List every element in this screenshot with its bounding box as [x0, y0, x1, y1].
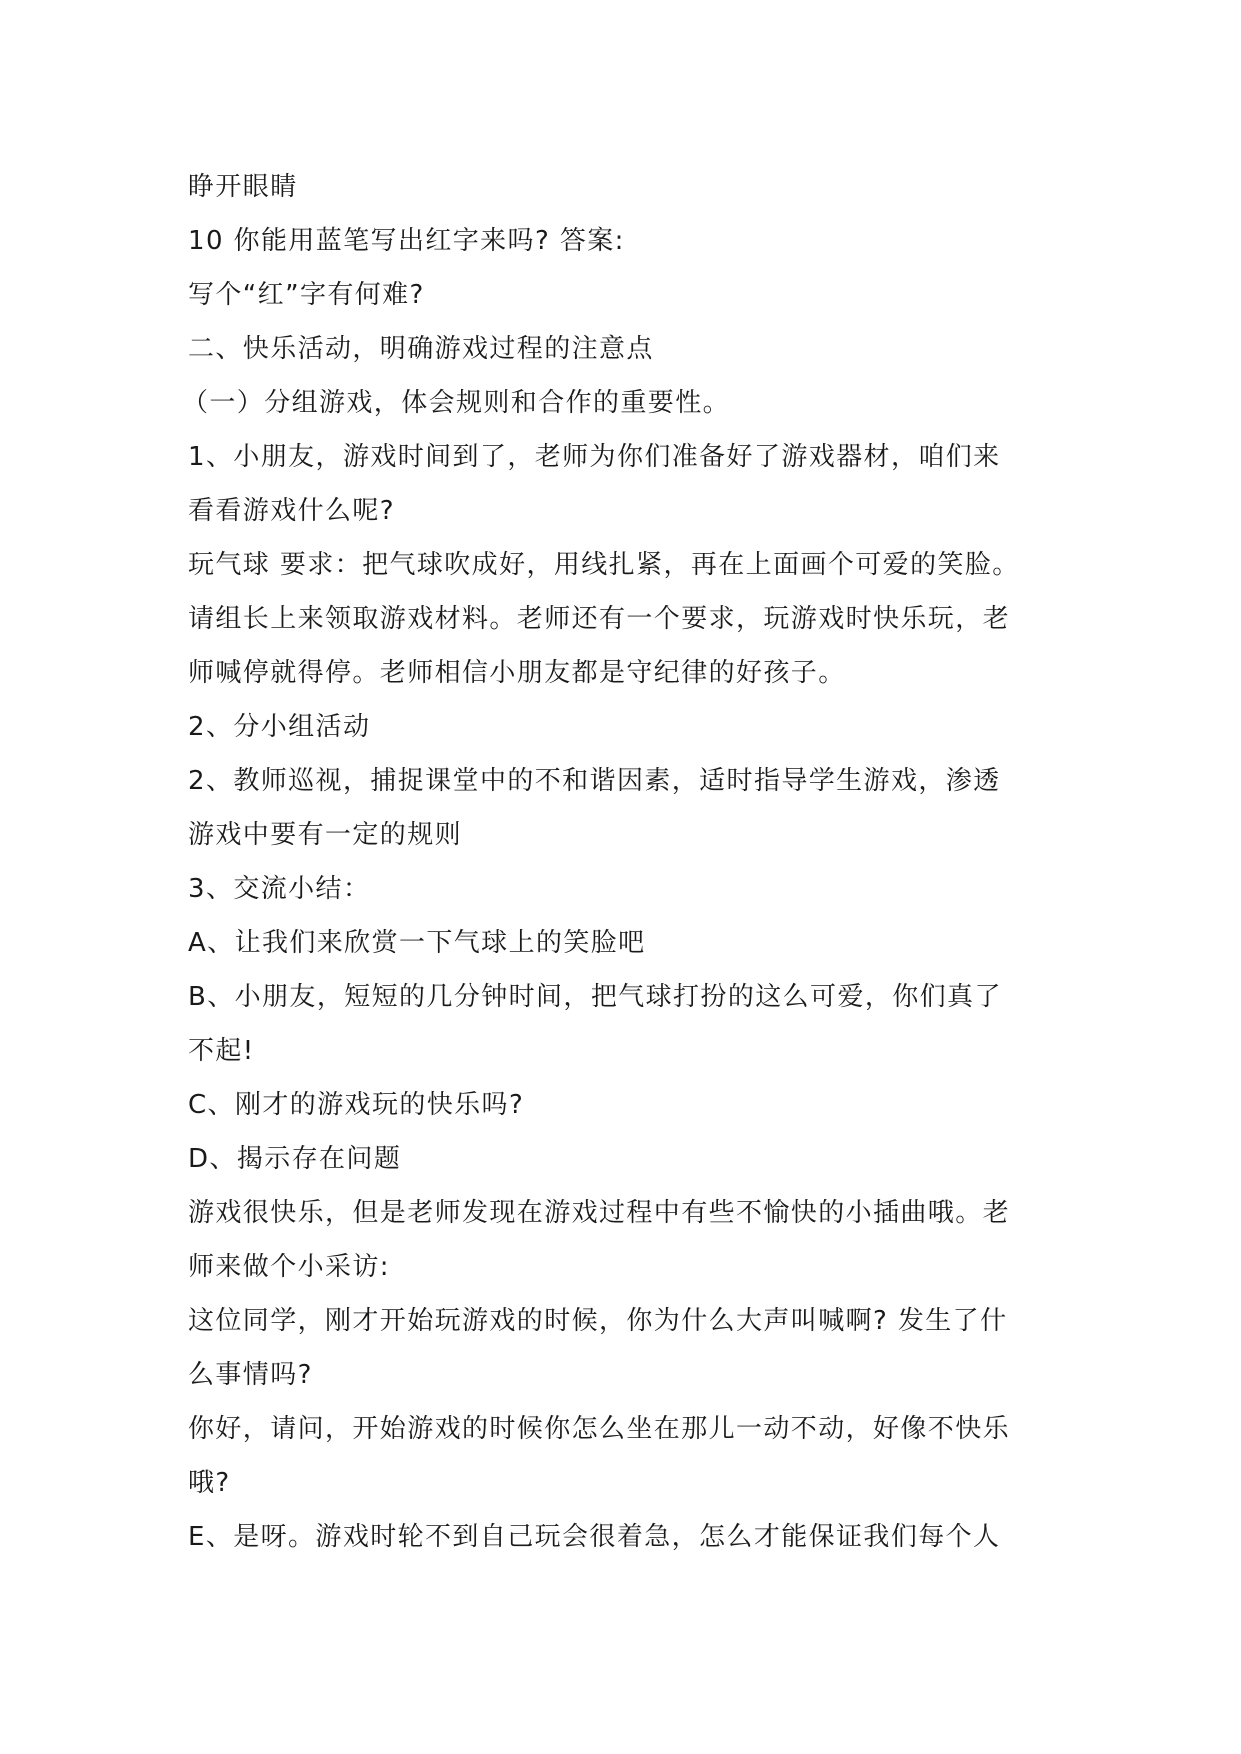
- text-line: B、小朋友，短短的几分钟时间，把气球打扮的这么可爱，你们真了: [188, 982, 1002, 1012]
- text-line: 你好，请问，开始游戏的时候你怎么坐在那儿一动不动，好像不快乐: [188, 1414, 1011, 1444]
- text-line: 写个“红”字有何难?: [188, 280, 425, 310]
- text-line: 游戏中要有一定的规则: [188, 820, 463, 850]
- text-line: 师来做个小采访:: [188, 1252, 390, 1282]
- text-line: 2、教师巡视，捕捉课堂中的不和谐因素，适时指导学生游戏，渗透: [188, 766, 1001, 796]
- section-heading: 二、快乐活动，明确游戏过程的注意点: [188, 334, 654, 364]
- subsection-heading: （一）分组游戏，体会规则和合作的重要性。: [182, 388, 731, 418]
- text-line: 2、分小组活动: [188, 712, 371, 742]
- text-line: 么事情吗?: [188, 1360, 313, 1390]
- text-line: A、让我们来欣赏一下气球上的笑脸吧: [188, 928, 646, 958]
- document-body: [182, 160, 1068, 1564]
- text-line: 1、小朋友，游戏时间到了，老师为你们准备好了游戏器材，咱们来: [188, 442, 1001, 472]
- text-line: 10 你能用蓝笔写出红字来吗? 答案:: [188, 226, 625, 256]
- text-line: 不起!: [188, 1036, 255, 1066]
- text-line: 请组长上来领取游戏材料。老师还有一个要求，玩游戏时快乐玩，老: [188, 604, 1011, 634]
- text-line: D、揭示存在问题: [188, 1144, 402, 1174]
- text-line: 这位同学，刚才开始玩游戏的时候，你为什么大声叫喊啊? 发生了什: [188, 1306, 1008, 1336]
- text-line: 哦?: [188, 1468, 231, 1498]
- text-line: 玩气球 要求：把气球吹成好，用线扎紧，再在上面画个可爱的笑脸。: [188, 550, 1020, 580]
- text-line: 看看游戏什么呢?: [188, 496, 395, 526]
- text-line: 师喊停就得停。老师相信小朋友都是守纪律的好孩子。: [188, 658, 846, 688]
- text-line: 游戏很快乐，但是老师发现在游戏过程中有些不愉快的小插曲哦。老: [188, 1198, 1011, 1228]
- text-line: 睁开眼睛: [188, 172, 298, 202]
- text-line: E、是呀。游戏时轮不到自己玩会很着急，怎么才能保证我们每个人: [188, 1522, 1001, 1552]
- text-line: C、刚才的游戏玩的快乐吗?: [188, 1090, 525, 1120]
- text-line: 3、交流小结：: [188, 874, 371, 904]
